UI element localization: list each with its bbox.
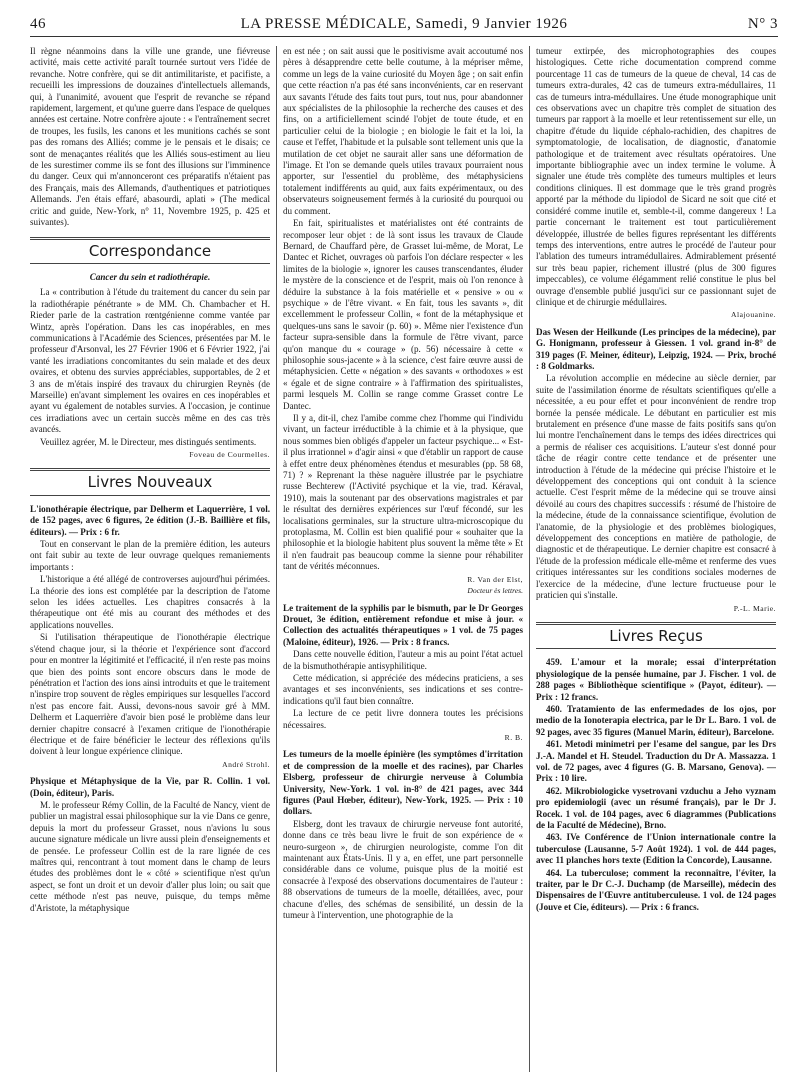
section-heading-livres-nouveaux: Livres Nouveaux bbox=[30, 470, 270, 495]
page-number: 46 bbox=[30, 16, 46, 32]
column-divider bbox=[276, 46, 277, 1072]
paragraph: Si l'utilisation thérapeutique de l'ionothérapie électrique s'étend chaque jour, si la théorie et l'expérience sont d'accord pour en montrer la légitimité et l'efficacité, il n'en reste pas moins que bien des points sont encore obscurs dans le mode de pénétration et l'action des ions ainsi introduits et que le traitement n'inspire trop souvent de règles empiriques sur lesquelles l'accord n'est pas encore fait. Aussi, devons-nous savoir gré à MM. Delherm et Laquerrière d'avoir bien posé le problème dans leur dernier chapitre consacré à l'examen critique de l'ionothérapie électrique et de faire bénéficier le lecteur des réflexions qu'ils doivent à leur longue expérience clinique. bbox=[30, 632, 270, 757]
column-1 bbox=[30, 46, 270, 1072]
received-book-item: 459. L'amour et la morale; essai d'interprétation physiologique de la pensée humaine, par J. Fischer. 1 vol. de 288 pages « Bibliothèque scientifique » (Payot, éditeur). — Prix : 12 francs. bbox=[536, 657, 776, 702]
paragraph: tumeur extirpée, des microphotographies des coupes histologiques. Cette riche documentation comprend comme pourcentage 11 cas de tumeurs de la queue de cheval, 14 cas de tumeurs extra-durales, 42 cas de tumeurs extra-médullaires, 11 cas de tumeurs intra-médullaires. Une étude monographique unit ces observations avec un chapitre très complet de situation des tumeurs par rapport à la moelle et leur retentissement sur elle, un chapitre d'étude du liquide céphalo-rachidien, des chapitres de symptomatologie, de localisation, de diagnostic, d'anatomie pathologique et de traitement avec résultats opératoires. Une importante bibliographie avec un index termine le volume. À signaler une étude très complète des tumeurs multiples et leurs conditions cliniques. Il est dommage que le très grand progrès apporté par la méthode du lipiodol de Sicard ne soit que cité et considéré comme inutile et, semble-t-il, comme dangereux ! La partie concernant le traitement est tout particulièrement développée, illustrée de belles figures représentant les différents temps des interventions, entre autres le procédé de l'auteur pour l'ablation des tumeurs intramédullaires. Admirablement présenté sur très beau papier, richement illustré (plus de 300 figures impeccables), ce volume élégamment relié constitue le plus bel ouvrage d'ensemble publié jusqu'ici sur ce passionnant sujet de clinique et de chirurgie médullaires. bbox=[536, 46, 776, 307]
paragraph: M. le professeur Rémy Collin, de la Faculté de Nancy, vient de publier un magistral essai philosophique sur la vie Dans ce genre, depuis la mort du professeur Grasset, nous n'avions lu sous aucune signature médicale un livre aussi plein d'enseignements et de pensée. Le professeur Collin est de la rare lignée de ces maîtres qui, rencontrant à tout moment dans le champ de leurs études des problèmes dont le « côté » scientifique n'est qu'un aspect, se font un droit et un devoir d'aller plus loin; ou sait que cette méthode n'est pas neuve, puisque, du temps même d'Aristote, la métaphysique bbox=[30, 799, 270, 913]
received-book-item: 461. Metodi minimetri per l'esame del sangue, par les Drs J.-A. Mandel et H. Steudel. Traduction du Dr A. Massazza. 1 vol. de 72 pages, avec 4 figures (G. B. Marsano, Genova). — Prix : 10 lire. bbox=[536, 739, 776, 784]
paragraph: L'historique a été allégé de controverses aujourd'hui périmées. La théorie des ions est complétée par la description de l'atome selon les idées actuelles. Les chapitres consacrés à la thérapeutique ont été mis au courant des méthodes et des applications nouvelles. bbox=[30, 574, 270, 630]
paragraph: en est née ; on sait aussi que le positivisme avait accoutumé nos pères à désapprendre cette belle coutume, à la mépriser même, comme un legs de la vaine curiosité du Moyen âge ; on sait enfin que cette réaction n'a pas été sans inconvénients, car en reservant aux savants l'étude des faits tout purs, tout nus, pour abandonner aux spécialistes de la philosophie la recherche des causes et des fins, on a artificiellement scindé l'objet de toute étude, et en particulier celui de la biologie ; en biologie le fait et la loi, la cause et l'effet, l'habitude et la pulsable sont tellement unis que la mutilation de cet objet ne saurait aller sans une déformation de l'image. Et l'on se demande quels utiles travaux pourraient nous apporter, sur l'essentiel du problème, des métaphysiciens totalement indifférents au quid, aux faits expérimentaux, ou des observateurs soigneusement fermés à la curiosité du pourquoi ou du comment. bbox=[283, 46, 523, 216]
paragraph: Cette médication, si appréciée des médecins praticiens, a ses avantages et ses inconvénients, ses indications et ses contre-indications qu'il faut bien connaître. bbox=[283, 672, 523, 706]
signature: Foveau de Courmelles. bbox=[189, 450, 270, 459]
paragraph: La lecture de ce petit livre donnera toutes les précisions nécessaires. bbox=[283, 708, 523, 730]
correspondance-subtitle: Cancer du sein et radiothérapie. bbox=[89, 271, 211, 282]
paragraph: En fait, spiritualistes et matérialistes ont été contraints de recomposer leur objet : de là sont issus les travaux de Claude Bernard, de Chauffard père, de Grasset lui-même, de Morat, Le Dantec et Richet, ouvrages où parfois l'on déclare respecter « les limites de la biologie », ignorer les causes transcendantes, éluder le mystère de la conscience et de l'esprit, mais où l'on renonce à déduire la substance à la fois matérielle et « pensive » ou « psychique » de l'être vivant. « En fait, tous les savants », dit excellemment le professeur Collin, « font de la métaphysique et quelques-uns sans le savoir (p. 60) ». Même nier l'existence d'un facteur supra-sensible dans la formule de l'être vivant, parce qu'on manque du « courage » (p. 56) nécessaire à cette « philosophie sous-jacente » à la science, c'est faire œuvre aussi de métaphysicien. Cette « négation » des savants « orthodoxes » est « égale et de signe contraire » à l'affirmation des spiritualistes, parmi lesquels M. Collin se range comme Grasset contre Le Dantec. bbox=[283, 218, 523, 411]
paragraph: Tout en conservant le plan de la première édition, les auteurs ont fait subir au texte de leur ouvrage quelques remaniements importants : bbox=[30, 539, 270, 572]
signature: R. B. bbox=[504, 732, 523, 742]
signature: André Strohl. bbox=[222, 759, 270, 769]
paragraph: Il y a, dit-il, chez l'amibe comme chez l'homme qui l'individu vivant, un facteur irréductible à la chimie et à la physique, que nous sommes bien obligés d'appeler un facteur psychique... « Est-il plus irrationnel » d'agir ainsi « que d'établir un rapport de cause à effet entre deux phénomènes étendus et mesurables (pp. 58 68, 71) ? » Reprenant la thèse naguère illustrée par le psychiatre russe Bechterew (l'Activité psychique et la vie, trad. Kéraval, 1910), mais la soutenant par des observations magistrales et par le résultat des dernières expériences sur l'œuf fécondé, sur les localisations germinales, sur la structure ultra-microscopique du protoplasma, M. Collin est bien qualifié pour « souhaiter que la philosophie et la biologie habitent plus souvent la même tête » Et il n'en faudrait pas beaucoup comme la sienne pour réhabiliter tant de vérités méconnues. bbox=[283, 413, 523, 572]
column-2 bbox=[283, 46, 523, 1072]
book-heading: L'ionothérapie électrique, par Delherm et Laquerrière, 1 vol. de 152 pages, avec 6 figures, 2e édition (J.-B. Baillière et fils, éditeurs). — Prix : 6 fr. bbox=[30, 503, 270, 537]
paragraph: Elsberg, dont les travaux de chirurgie nerveuse font autorité, donne dans ce très beau livre le fruit de son expérience de « neuro-surgeon », de chirurgien neurologiste, comme l'on dit maintenant aux États-Unis. Il y a, en effet, une part personnelle considérable dans ce volume, puisque plus de la moitié est consacrée à l'exposé des observations documentaires de l'auteur : 88 observations de tumeurs de la moelle, détaillées, avec, pour chacune d'elles, des schémas de sensibilité, un dessin de la tumeur à l'intervention, une photographie de la bbox=[283, 818, 523, 921]
column-divider bbox=[529, 46, 530, 1072]
book-heading: Physique et Métaphysique de la Vie, par R. Collin. 1 vol. (Doin, éditeur), Paris. bbox=[30, 776, 270, 798]
signature: Alajouanine. bbox=[730, 310, 776, 320]
intro-paragraph: Il règne néanmoins dans la ville une grande, une fiévreuse activité, mais cette activité paraît tournée surtout vers l'idée de revanche. Notre confrère, qui se dit antimilitariste, et pacifiste, a recueilli les impressions de douzaines d'intellectuels allemands, qui, à l'unanimité, avouent que l'esprit de revanche se répand rapidement, largement, et qu'une guerre dans l'espace de quelques années est certaine. Notre confrère ajoute : « l'entraînement secret de troupes, les fusils, les canons et les munitions cachés se sont pas des romans des Alliés; comme je le pensais et le disais; ce sont de menaçantes réalités que les Alliés sous-estiment au lieu de les surestimer comme ils se font des illusions sur l'imminence du danger. Ceux qui m'annonceront ces préparatifs n'étaient pas des Français, mais des Allemands, d'authentiques et patriotiques Allemands. J'en étais effaré, abasourdi, aplati » (The medical critic and guide, New-York, n° 11, Novembre 1925, p. 425 et suivantes). bbox=[30, 46, 270, 228]
book-heading: Le traitement de la syphilis par le bismuth, par le Dr Georges Drouet, 3e édition, entièrement refondue et mise à jour. « Collection des actualités thérapeutiques » 1 vol. de 75 pages (Maloine, éditeur), 1926. — Prix : 8 francs. bbox=[283, 602, 523, 647]
paragraph: Dans cette nouvelle édition, l'auteur a mis au point l'état actuel de la bismuthothérapie antisyphilitique. bbox=[283, 649, 523, 671]
paragraph: Veuillez agréer, M. le Directeur, mes distingués sentiments. bbox=[40, 436, 257, 447]
page-header bbox=[30, 14, 778, 37]
section-heading-correspondance: Correspondance bbox=[30, 239, 270, 264]
signature: R. Van der Elst, bbox=[467, 574, 523, 584]
paragraph: La « contribution à l'étude du traitement du cancer du sein par la radiothérapie pénétrante » de MM. Ch. Chambacher et H. Rieder parle de la castration rœntgénienne comme vantée par Wintz, après l'opération. Dans les cas inopérables, en mes communications à l'Académie des Sciences, présentées par M. le professeur d'Arsonval, les 27 Février 1906 et 6 Février 1922, j'ai vanté les irradiations concomitantes du sein malade et des deux ovaires, et obtenu des survies appréciables, supportables, de 2 et 3 ans de m'étais inspiré des travaux du chirurgien Reynès (de Marseille) en'avant simplement les ovaires en ces inopérables et ayant vu également de notables survies. A l'occasion, je continue ces irradiations avec un certain succès même en des cas très avancés. bbox=[30, 287, 270, 435]
issue-number: N° 3 bbox=[747, 16, 778, 32]
received-book-item: 462. Mikrobiologicke vysetrovani vzduchu a Jeho vyznam pro epidemiologii (avec un résumé français), par le Dr J. Rocek. 1 vol. de 104 pages, avec 6 diagrammes (Publications de la Faculté de Médecine), Brno. bbox=[536, 785, 776, 830]
received-book-item: 464. La tuberculose; comment la reconnaître, l'éviter, la traiter, par le Dr C.-J. Duchamp (de Marseille), médecin des Dispensaires de l'Œuvre antituberculeuse. 1 vol. de 124 pages (Jouve et Cie, éditeurs). — Prix : 6 francs. bbox=[536, 867, 776, 912]
signature-title: Docteur ès lettres. bbox=[467, 586, 523, 596]
signature: P.-L. Marie. bbox=[733, 603, 776, 613]
section-heading-livres-recus: Livres Reçus bbox=[536, 624, 776, 649]
paragraph: La révolution accomplie en médecine au siècle dernier, par suite de l'assimilation énorme de résultats scientifiques qu'elle a nécessitée, a eu pour effet et pour inconvénient de rendre trop bornée la pensée médicale. Le débutant en particulier est mis brutalement en présence d'une masse de faits positifs sans qu'on lui montre l'enchaînement dans le temps des idées directrices qui a permis de réaliser ces acquisitions. L'auteur s'est donné pour tâche de réagir contre cette tendance et de présenter une introduction à l'étude de la médecine qui précise l'histoire et le développement des conceptions qui ont conduit à la science actuelle. C'est l'esprit même de la médecine qui se trouve ainsi dévoilé au cours des chapitres successifs : résumé de l'histoire de la médecine, étude de la connaissance scientifique, évolution de l'anatomie, de la physiologie et des problèmes biologiques, développement des conceptions en matière de pathologie, de diagnostic et de thérapeutique. Le dernier chapitre est consacré à l'étude de la profession médicale elle-même et renferme des vues critiques intéressantes sur les conditions sociales modernes de l'exercice de la médecine, d'une lecture fructueuse pour le praticien qui s'installe. bbox=[536, 373, 776, 601]
column-3 bbox=[536, 46, 776, 1072]
received-book-item: 460. Tratamiento de las enfermedades de los ojos, por medio de la Ionoterapia electrica, par le Dr L. Baro. 1 vol. de 92 pages, avec 35 figures (Manuel Marin, éditeur), Barcelone. bbox=[536, 703, 776, 737]
received-book-item: 463. IVe Conférence de l'Union internationale contre la tuberculose (Lausanne, 5-7 Août 1924). 1 vol. de 444 pages, avec 11 planches hors texte (Edition la Concorde), Lausanne. bbox=[536, 832, 776, 866]
journal-title: LA PRESSE MÉDICALE, Samedi, 9 Janvier 1926 bbox=[240, 16, 568, 32]
book-heading: Das Wesen der Heilkunde (Les principes de la médecine), par G. Honigmann, professeur à Giessen. 1 vol. grand in-8° de 319 pages (F. Meiner, éditeur), Leipzig, 1924. — Prix, broché : 8 Goldmarks. bbox=[536, 326, 776, 371]
book-heading: Les tumeurs de la moelle épinière (les symptômes d'irritation et de compression de la moelle et des racines), par Charles Elsberg, professeur de chirurgie nerveuse à Columbia University, New-York. 1 vol. in-8° de 421 pages, avec 344 figures (Paul Hœber, éditeur), New-York, 1925. — Prix : 10 dollars. bbox=[283, 749, 523, 817]
